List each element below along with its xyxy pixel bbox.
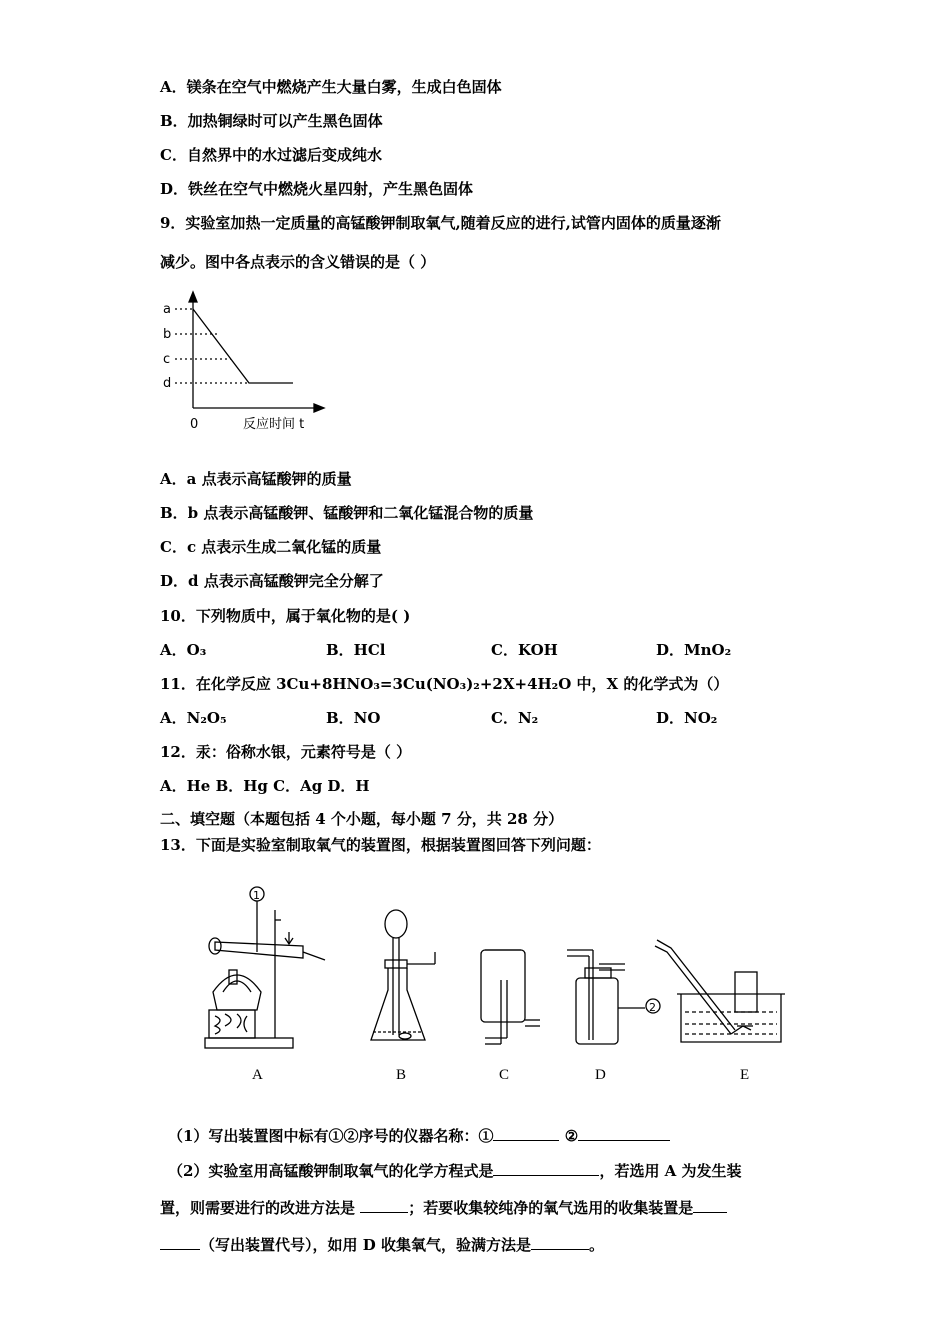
apparatus-label-e: E — [740, 1067, 750, 1083]
q10-option-d: D．MnO₂ — [656, 641, 732, 659]
q13-part2-text-b: ，若选用 A 为发生装 — [599, 1162, 742, 1180]
mark-1-digit: 1 — [253, 889, 260, 902]
graph-axes — [189, 292, 324, 412]
q13-apparatus-diagram — [195, 880, 795, 1060]
q10-option-c: C．KOH — [491, 641, 558, 659]
q13-part2-text-c: 置，则需要进行的改进方法是 — [160, 1199, 361, 1217]
mark-2-digit: 2 — [649, 1001, 656, 1014]
apparatus-e — [655, 940, 785, 1042]
graph-label-b: b — [163, 327, 172, 342]
graph-guides — [175, 309, 249, 383]
graph-x-label: 反应时间 t — [243, 417, 305, 432]
q13-part2-line3 — [160, 1235, 604, 1255]
apparatus-b — [371, 910, 435, 1040]
q13-part1 — [168, 1126, 670, 1146]
graph-label-c: c — [163, 352, 171, 367]
q13-part2-text-f: 。 — [588, 1236, 604, 1254]
apparatus-label-c: C — [499, 1067, 510, 1083]
q13-part2-text-e: （写出装置代号），如用 D 收集氧气，验满方法是 — [200, 1236, 531, 1254]
q9-stem-line2: 减少。图中各点表示的含义错误的是（ ） — [160, 253, 436, 271]
q11-option-c: C．N₂ — [491, 709, 539, 727]
q8-option-c: C．自然界中的水过滤后变成纯水 — [160, 146, 382, 164]
apparatus-label-d: D — [595, 1067, 606, 1083]
q11-option-b: B．NO — [326, 709, 381, 727]
q13-part2-text-d: ；若要收集较纯净的氧气选用的收集装置是 — [408, 1199, 694, 1217]
q8-option-a: A．镁条在空气中燃烧产生大量白雾，生成白色固体 — [160, 78, 502, 96]
q13-stem: 13．下面是实验室制取氧气的装置图，根据装置图回答下列问题： — [160, 836, 601, 854]
q13-part2-text-a: （2）实验室用高锰酸钾制取氧气的化学方程式是 — [168, 1162, 494, 1180]
blank-5[interactable] — [693, 1198, 727, 1213]
graph-curve — [193, 309, 293, 383]
q10-option-a: A．O₃ — [160, 641, 207, 659]
q11-stem: 11．在化学反应 3Cu+8HNO₃=3Cu(NO₃)₂+2X+4H₂O 中，X 的化学式为（） — [160, 675, 729, 693]
q9-stem-line1: 9．实验室加热一定质量的高锰酸钾制取氧气,随着反应的进行,试管内固体的质量逐渐 — [160, 214, 721, 232]
blank-5-cont[interactable] — [160, 1235, 200, 1250]
blank-1[interactable] — [493, 1126, 559, 1141]
q12-options: A．He B．Hg C．Ag D．H — [160, 777, 370, 795]
graph-label-a: a — [163, 302, 171, 317]
q9-option-b: B．b 点表示高锰酸钾、锰酸钾和二氧化锰混合物的质量 — [160, 504, 534, 522]
q13-part1-text: （1）写出装置图中标有①②序号的仪器名称：① — [168, 1127, 494, 1145]
q11-option-a: A．N₂O₅ — [160, 709, 227, 727]
q9-option-a: A．a 点表示高锰酸钾的质量 — [160, 470, 352, 488]
blank-2[interactable] — [578, 1126, 670, 1141]
q8-option-b: B．加热铜绿时可以产生黑色固体 — [160, 112, 383, 130]
apparatus-label-b: B — [396, 1067, 407, 1083]
q13-part2-line2 — [160, 1198, 727, 1218]
q9-mass-time-graph — [155, 290, 345, 440]
q9-option-c: C．c 点表示生成二氧化锰的质量 — [160, 538, 382, 556]
q8-option-d: D．铁丝在空气中燃烧火星四射，产生黑色固体 — [160, 180, 474, 198]
apparatus-c — [481, 950, 540, 1044]
apparatus-d — [567, 950, 660, 1044]
graph-label-d: d — [163, 376, 172, 391]
q10-stem: 10．下列物质中，属于氧化物的是( ) — [160, 607, 411, 625]
q12-stem: 12．汞：俗称水银，元素符号是（ ） — [160, 743, 412, 761]
q13-part1-mid: ② — [564, 1127, 579, 1145]
blank-6[interactable] — [531, 1235, 589, 1250]
q9-option-d: D．d 点表示高锰酸钾完全分解了 — [160, 572, 384, 590]
blank-3[interactable] — [493, 1161, 599, 1176]
graph-origin: 0 — [190, 417, 199, 432]
apparatus-label-a: A — [252, 1067, 263, 1083]
q11-option-d: D．NO₂ — [656, 709, 718, 727]
blank-4[interactable] — [360, 1198, 408, 1213]
q13-part2-line1 — [168, 1161, 742, 1181]
apparatus-a — [205, 887, 325, 1048]
q10-option-b: B．HCl — [326, 641, 386, 659]
section-2-heading: 二、填空题（本题包括 4 个小题，每小题 7 分，共 28 分） — [160, 810, 564, 828]
